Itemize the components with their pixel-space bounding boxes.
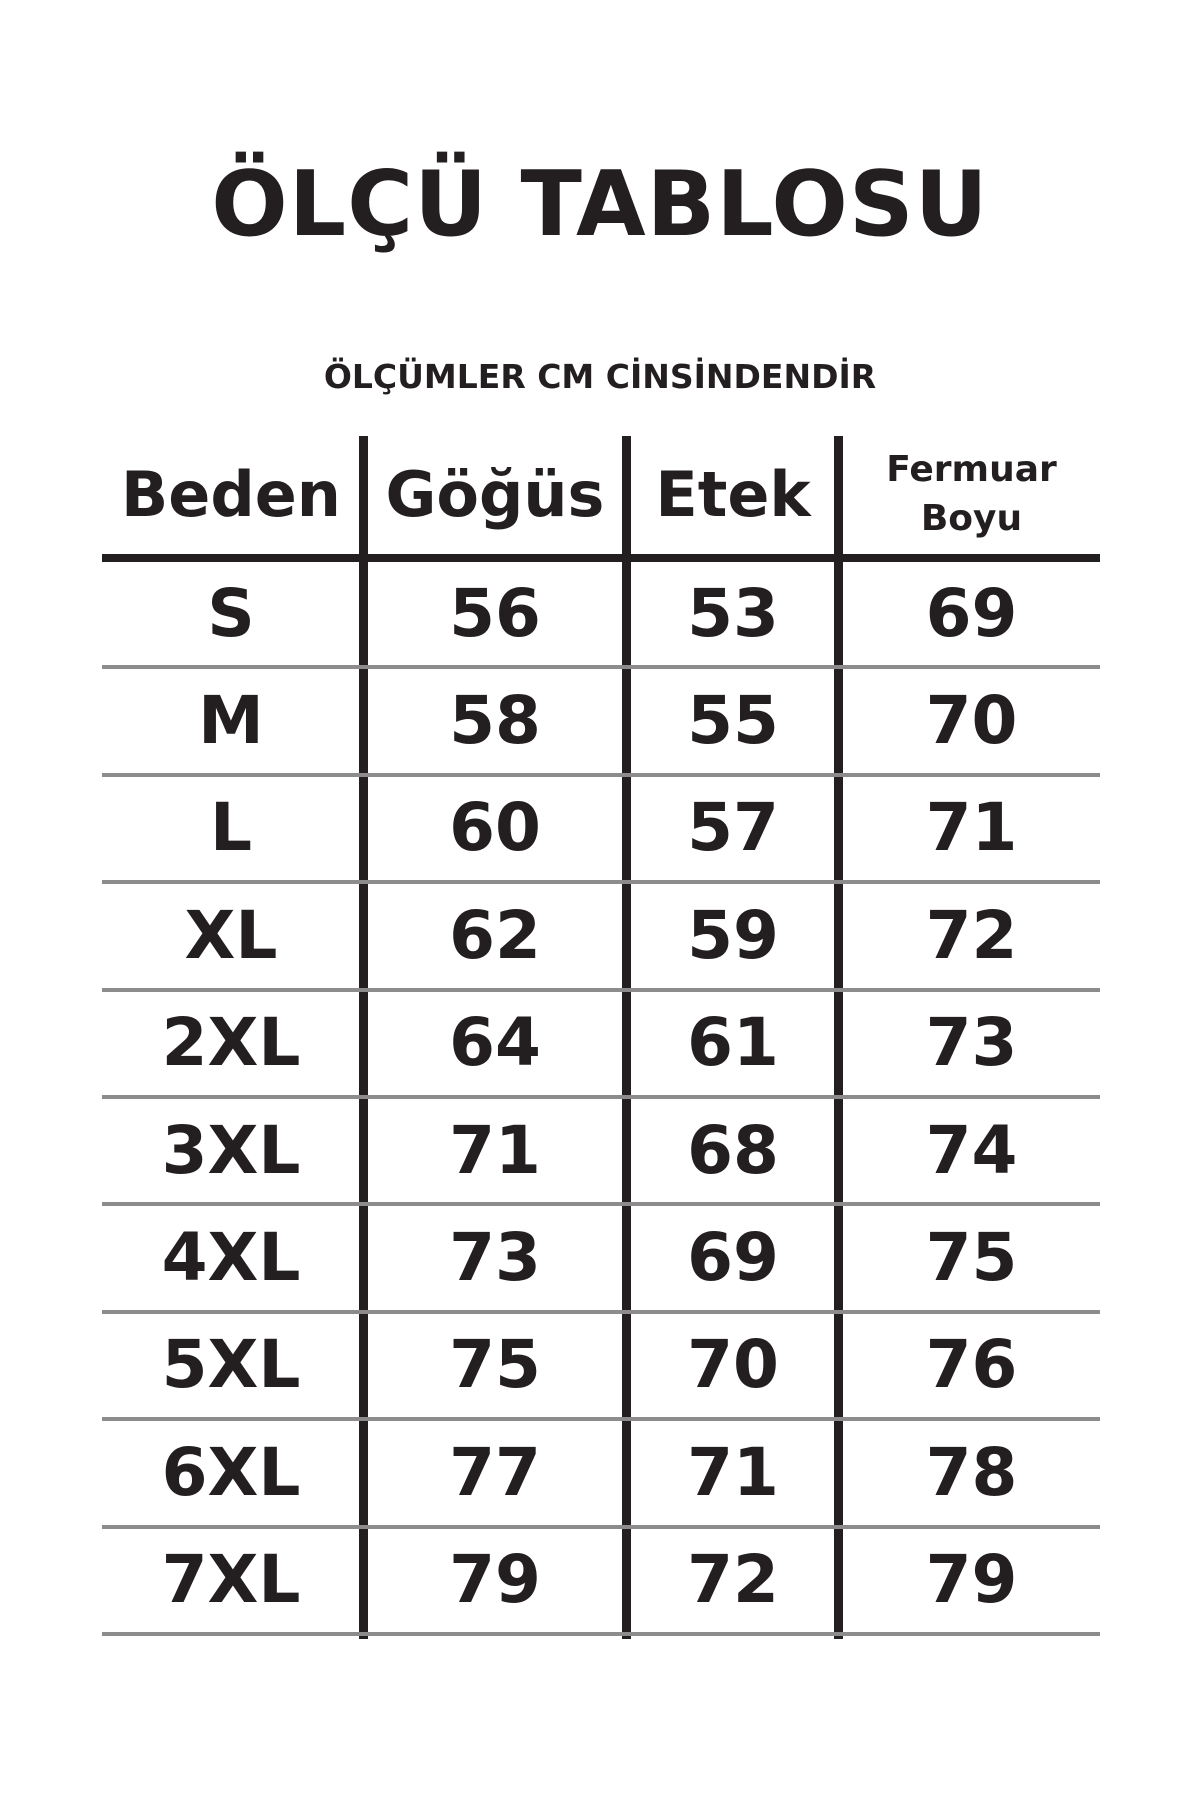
column-divider-3 — [834, 436, 843, 1639]
header-etek: Etek — [655, 458, 811, 531]
cell-beden: XL — [184, 896, 278, 974]
cell-etek: 59 — [687, 896, 779, 974]
cell-etek: 61 — [687, 1004, 779, 1082]
cell-etek: 57 — [687, 789, 779, 867]
cell-beden: 5XL — [161, 1326, 301, 1404]
cell-gogus: 77 — [449, 1433, 541, 1511]
header-beden: Beden — [121, 458, 341, 531]
cell-fermuar: 72 — [925, 896, 1018, 974]
cell-beden: 2XL — [161, 1004, 301, 1082]
cell-fermuar: 78 — [925, 1433, 1018, 1511]
column-divider-2 — [622, 436, 631, 1639]
cell-beden: S — [207, 574, 255, 652]
cell-fermuar: 74 — [925, 1111, 1018, 1189]
header-divider — [102, 554, 1100, 562]
cell-gogus: 64 — [449, 1004, 541, 1082]
cell-fermuar: 75 — [925, 1219, 1018, 1297]
cell-fermuar: 76 — [925, 1326, 1018, 1404]
header-fermuar-line2: Boyu — [920, 498, 1023, 539]
cell-gogus: 73 — [449, 1219, 541, 1297]
cell-beden: 3XL — [161, 1111, 301, 1189]
header-fermuar-line1: Fermuar — [886, 449, 1057, 491]
cell-beden: 4XL — [161, 1219, 301, 1297]
page-title: ÖLÇÜ TABLOSU — [211, 152, 989, 257]
cell-gogus: 79 — [449, 1541, 541, 1619]
cell-gogus: 71 — [449, 1111, 541, 1189]
row-divider — [102, 1632, 1100, 1636]
cell-fermuar: 73 — [925, 1004, 1018, 1082]
cell-gogus: 60 — [449, 789, 541, 867]
cell-etek: 53 — [687, 574, 779, 652]
cell-gogus: 62 — [449, 896, 541, 974]
cell-etek: 55 — [687, 682, 779, 760]
header-gogus: Göğüs — [385, 458, 605, 531]
cell-beden: 7XL — [161, 1541, 301, 1619]
cell-gogus: 75 — [449, 1326, 541, 1404]
cell-fermuar: 71 — [925, 789, 1018, 867]
column-divider-1 — [359, 436, 368, 1639]
cell-fermuar: 70 — [925, 682, 1018, 760]
header-fermuar-boyu — [843, 435, 1100, 555]
page-subtitle: ÖLÇÜMLER CM CİNSİNDENDİR — [323, 357, 877, 396]
cell-fermuar: 69 — [925, 574, 1018, 652]
cell-etek: 69 — [687, 1219, 779, 1297]
cell-beden: M — [198, 682, 264, 760]
cell-fermuar: 79 — [925, 1541, 1018, 1619]
cell-etek: 70 — [687, 1326, 779, 1404]
cell-gogus: 58 — [449, 682, 541, 760]
cell-gogus: 56 — [449, 574, 541, 652]
cell-beden: 6XL — [161, 1433, 301, 1511]
cell-etek: 72 — [687, 1541, 779, 1619]
cell-etek: 68 — [687, 1111, 779, 1189]
cell-beden: L — [209, 789, 253, 867]
cell-etek: 71 — [687, 1433, 779, 1511]
